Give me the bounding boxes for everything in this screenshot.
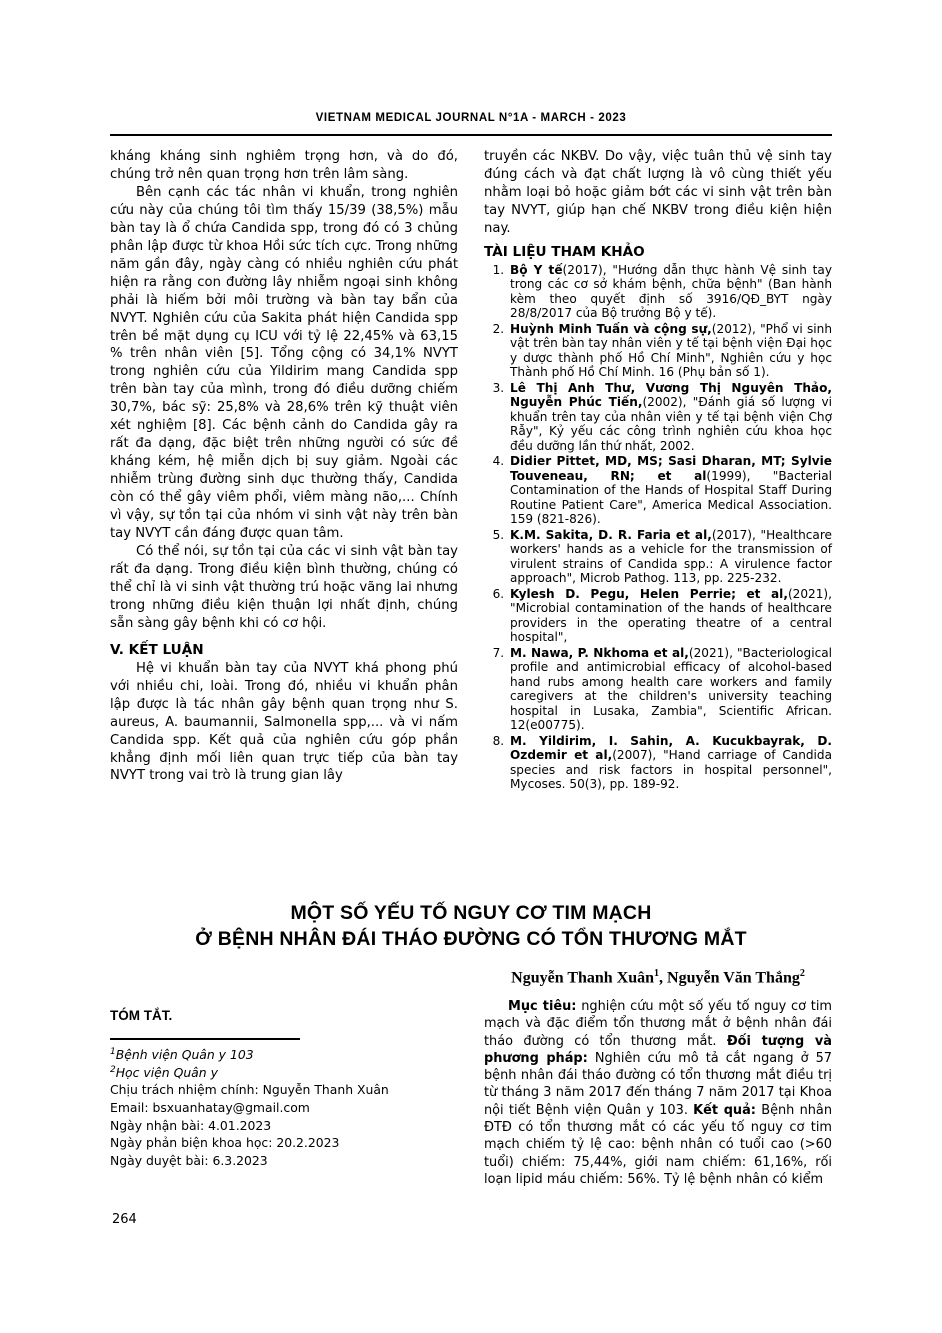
affiliation-2-text: Học viện Quân y [115, 1064, 218, 1080]
references-heading: TÀI LIỆU THAM KHẢO [484, 243, 645, 260]
reference-author: K.M. Sakita, D. R. Faria et al, [510, 527, 712, 542]
corresponding-author: Chịu trách nhiệm chính: Nguyễn Thanh Xuân [110, 1082, 389, 1098]
date-reviewed: Ngày phản biện khoa học: 20.2.2023 [110, 1135, 340, 1151]
corresponding-email[interactable]: Email: bsxuanhatay@gmail.com [110, 1100, 310, 1116]
reference-author: Lê Thị Anh Thư, Vương Thị Nguyên Thảo, Nguyễn Phúc Tiến, [510, 380, 832, 410]
abstract-text-objective: nghiện cứu một số yếu tố nguy cơ tim mạch và đặc điểm tổn thương mắt ở bệnh nhân đái tháo đường có tổn thương mắt. [484, 999, 832, 1049]
reference-detail: (2007), "Hand carriage of Candida species and risk factors in hospital personnel", Mycoses. 50(3), pp. 189-92. [510, 748, 832, 792]
paragraph: Hệ vi khuẩn bàn tay của NVYT khá phong phú với nhiều chi, loài. Trong đó, nhiều vi khuẩn phân lập được là tác nhân gây bệnh quan trọng như S. aureus, A. baumannii, Salmonella spp,... và vi nấm Candida spp. Kết quả của nghiên cứu góp phần khẳng định mối liên quan trực tiếp của bàn tay NVYT trong vai trò là trung gian lây [110, 660, 458, 784]
abstract-text-results: Bệnh nhân ĐTĐ có tổn thương mắt có các yếu tố nguy cơ tim mạch chiếm tỷ lệ cao: bệnh nhân có tuổi cao (>60 tuổi) chiếm: 75,44%, giới nam chiếm: 61,16%, rối loạn lipid máu chiếm: 56%. Tỷ lệ bệnh nhân có kiểm [484, 1102, 832, 1187]
affiliation-1 [110, 1046, 458, 1064]
reference-detail: (1999), "Bacterial Contamination of the Hands of Hospital Staff During Routine Patient Care", America Medical Association. 159 (821-826). [510, 468, 832, 527]
reference-item [508, 381, 832, 454]
reference-item [508, 322, 832, 380]
affiliation-1-text: Bệnh viện Quân y 103 [115, 1047, 254, 1063]
affiliation-2 [110, 1064, 458, 1082]
article-title-line-1: MỘT SỐ YẾU TỐ NGUY CƠ TIM MẠCH [290, 902, 652, 924]
page-number: 264 [112, 1212, 137, 1227]
abstract-label-results: Kết quả: [693, 1102, 756, 1118]
reference-item [508, 734, 832, 792]
reference-item [508, 454, 832, 527]
reference-detail: (2002), "Đánh giá số lượng vi khuẩn trên tay của nhân viên y tế tại bệnh viện Chợ Rẫy", Kỷ yếu các công trình nghiên cứu khoa học đều dưỡng lần thứ nhất, 2002. [510, 395, 832, 453]
running-header: VIETNAM MEDICAL JOURNAL N°1A - MARCH - 2023 [315, 112, 627, 124]
reference-author: Bộ Y tế [510, 262, 563, 277]
date-accepted: Ngày duyệt bài: 6.3.2023 [110, 1152, 268, 1168]
article-title-line-2: Ở BỆNH NHÂN ĐÁI THÁO ĐƯỜNG CÓ TỔN THƯƠNG MẮT [195, 928, 747, 951]
reference-author: Kylesh D. Pegu, Helen Perrie; et al, [510, 586, 788, 601]
date-received: Ngày nhận bài: 4.01.2023 [110, 1117, 272, 1133]
right-column [484, 148, 832, 793]
reference-author: Didier Pittet, MD, MS; Sasi Dharan, MT; Sylvie Touveneau, RN; et al [510, 454, 832, 483]
article-authors [484, 968, 832, 987]
author-name-1: Nguyễn Thanh Xuân [511, 969, 655, 987]
abstract [484, 998, 832, 1188]
reference-detail: (2021), "Bacteriological profile and antimicrobial efficacy of alcohol-based hand rubs among health care workers and family caregivers at the children's university teaching hospital in Lusaka, Zambia", Scientific African. 12(e00775). [510, 645, 833, 733]
author-affiliation-marker-1: 1 [654, 968, 660, 979]
abstract-text-methods: Nghiên cứu mô tả cắt ngang ở 57 bệnh nhân đái tháo đường có tổn thương mắt điều trị từ tháng 3 năm 2017 đến tháng 7 năm 2017 tại Khoa nội tiết Bệnh viện Quân y 103. [484, 1050, 832, 1118]
abstract-label-methods: Đối tượng và phương pháp: [484, 1033, 832, 1066]
reference-detail: (2017), "Healthcare workers' hands as a vehicle for the transmission of virulent strains of Candida spp.: A virulence factor approach", Microb Pathog. 113, pp. 225-232. [510, 527, 832, 586]
reference-author: Huỳnh Minh Tuấn và cộng sự, [510, 321, 712, 336]
footnote-divider [110, 1038, 300, 1040]
affiliation-2-marker: 2 [110, 1064, 116, 1075]
paragraph: Có thể nói, sự tồn tại của các vi sinh vật bàn tay rất đa dạng. Trong điều kiện bình thường, chúng có thể chỉ là vi sinh vật thường trú hoặc vãng lai nhưng trong những điều kiện thuận lợi nhất định, chúng sẵn sàng gây bệnh khi có cơ hội. [110, 543, 458, 631]
section-heading-conclusion: V. KẾT LUẬN [110, 641, 204, 658]
summary-heading [110, 1008, 458, 1023]
reference-item [508, 263, 832, 321]
summary-heading-dot: . [168, 1008, 173, 1023]
reference-author: M. Yildirim, I. Sahin, A. Kucukbayrak, D. Ozdemir et al, [510, 733, 832, 763]
article-title [110, 900, 832, 953]
paragraph: kháng kháng sinh nghiêm trọng hơn, và do đó, chúng trở nên quan trọng hơn trên lâm sàng. [110, 149, 458, 182]
reference-detail: (2017), "Hướng dẫn thực hành Vệ sinh tay trong các cơ sở khám bệnh, chữa bệnh" (Ban hành kèm theo quyết định số 3916/QĐ_BYT ngày 28/8/2017 của Bộ trưởng Bộ y tế). [510, 262, 832, 321]
reference-detail: (2021), "Microbial contamination of the hands of healthcare providers in the operating theatre of a central hospital", [510, 586, 832, 645]
author-affiliation-marker-2: 2 [799, 968, 805, 979]
paragraph: truyền các NKBV. Do vậy, việc tuân thủ vệ sinh tay đúng cách và đạt chất lượng là vô cùng thiết yếu nhằm loại bỏ hoặc giảm bớt các vi sinh vật trên bàn tay NVYT, giúp hạn chế NKBV trong điều kiện hiện nay. [484, 149, 832, 236]
reference-item [508, 587, 832, 645]
abstract-label-objective: Mục tiêu: [508, 999, 577, 1014]
footnotes [110, 1046, 458, 1170]
author-separator: , Nguyễn Văn Thắng [659, 969, 800, 987]
reference-item [508, 646, 832, 733]
summary-heading-text: TÓM TẮT [110, 1008, 169, 1023]
left-column [110, 148, 458, 785]
paragraph: Bên cạnh các tác nhân vi khuẩn, trong nghiên cứu này của chúng tôi tìm thấy 15/39 (38,5%) mẫu bàn tay là ổ chứa Candida spp, trong đó có 3 chủng phân lập được từ khoa Hồi sức tích cực. Trong những năm gần đây, ngày càng có nhiều nghiên cứu phát hiện ra rằng con đường lây nhiễm ngoại sinh không phải là hiếm bởi môi trường và bàn tay bẩn của NVYT. Nghiên cứu của Sakita phát hiện Candida spp trên bề mặt dụng cụ ICU với tỷ lệ 22,45% và 63,15 % trên nhân viên [5]. Tổng cộng có 34,1% NVYT trong nghiên cứu của Yildirim mang Candida spp trên bàn tay của mình, trong đó điều dưỡng chiếm 30,7%, bác sỹ: 25,8% và 28,6% trên kỹ thuật viên xét nghiệm [8]. Các bệnh cảnh do Candida gây ra rất đa dạng, đặc biệt trên những người có sức đề kháng kém, hệ miễn dịch bị suy giảm. Ngoài các nhiễm trùng đường sinh dục thường thấy, Candida còn có thể gây viêm phổi, viêm màng não,... Chính vì vậy, sự tồn tại của nhóm vi sinh vật này trên bàn tay NVYT cần đáng được quan tâm. [110, 184, 458, 542]
references-list [484, 263, 832, 792]
reference-author: M. Nawa, P. Nkhoma et al, [510, 645, 689, 660]
header-divider [110, 134, 832, 136]
reference-detail: (2012), "Phổ vi sinh vật trên bàn tay nhân viên y tế tại bệnh viện Đại học y dược thành phố Hồ Chí Minh", Nghiên cứu y học Thành phố Hồ Chí Minh. 16 (Phụ bản số 1). [510, 321, 832, 380]
reference-item [508, 528, 832, 586]
affiliation-1-marker: 1 [110, 1047, 116, 1057]
